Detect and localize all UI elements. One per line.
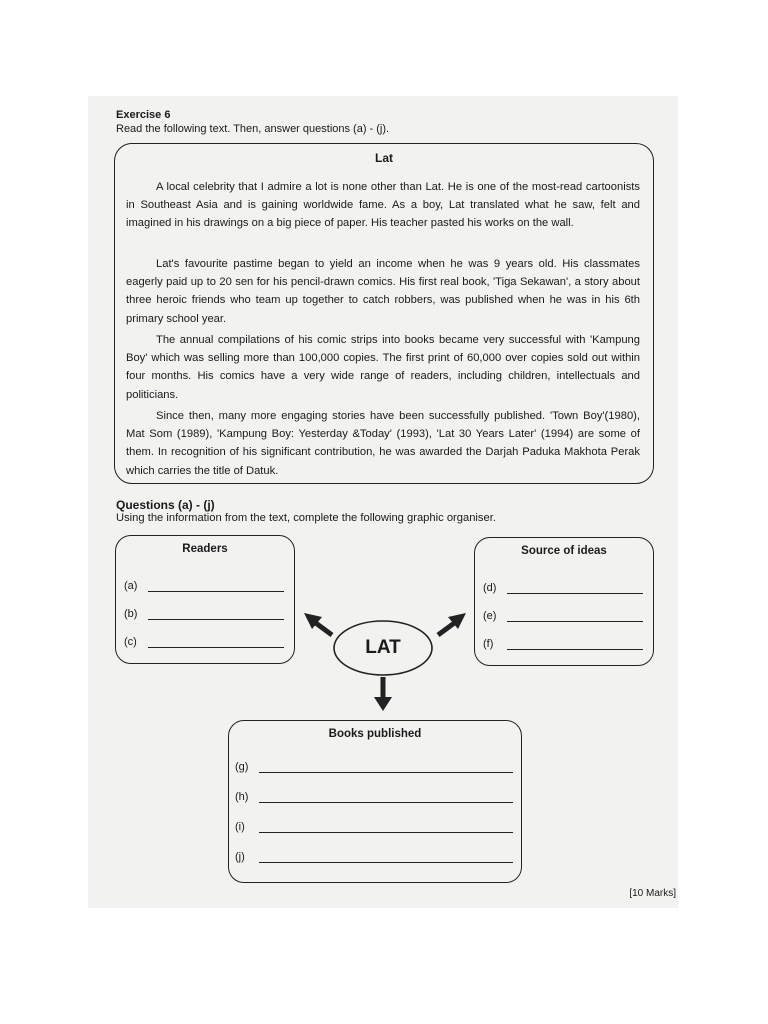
passage-paragraph-2: Lat's favourite pastime began to yield an income when he was 9 years old. His classmates eagerly paid up to 20 sen for his pencil-drawn comics. His first real book, 'Tiga Sekawan', a story about three heroic friends who team up together to catch robbers, was published when he was in his 6th primary school year.: [126, 258, 640, 325]
center-label: LAT: [365, 637, 401, 658]
answer-line-g[interactable]: (g): [235, 761, 513, 773]
readers-title: Readers: [182, 543, 228, 555]
readers-box: [115, 535, 295, 664]
answer-line-b[interactable]: (b): [124, 608, 284, 620]
answer-line-i[interactable]: (i): [235, 821, 513, 833]
questions-title: Questions (a) - (j): [116, 498, 215, 512]
questions-instruction: Using the information from the text, complete the following graphic organiser.: [116, 512, 496, 524]
passage-paragraph-4: Since then, many more engaging stories have been successfully published. 'Town Boy'(1980), Mat Som (1989), 'Kampung Boy: Yesterday &Today' (1993), 'Lat 30 Years Later' (1994) are some of them. In recognition of his significant contribution, he was awarded the Darjah Paduka Makhota Perak which carries the title of Datuk.: [126, 410, 640, 477]
answer-line-c[interactable]: (c): [124, 636, 284, 648]
passage-paragraph-3: The annual compilations of his comic strips into books became very successful with 'Kampung Boy' which was selling more than 100,000 copies. The first print of 60,000 over copies sold out within four months. His comics have a very wide range of readers, including children, intellectuals and politicians.: [126, 334, 640, 401]
answer-line-f[interactable]: (f): [483, 638, 643, 650]
answer-line-j[interactable]: (j): [235, 851, 513, 863]
books-published-title: Books published: [328, 728, 422, 740]
answer-line-d[interactable]: (d): [483, 582, 643, 594]
passage-paragraph-1: A local celebrity that I admire a lot is none other than Lat. He is one of the most-read cartoonists in Southeast Asia and is gaining worldwide fame. As a boy, Lat translated what he saw, felt and imagined in his drawings on a big piece of paper. His teacher pasted his works on the wall.: [126, 181, 640, 230]
exercise-instruction: Read the following text. Then, answer questions (a) - (j).: [116, 123, 390, 135]
source-of-ideas-title: Source of ideas: [521, 545, 607, 557]
answer-line-a[interactable]: (a): [124, 580, 284, 592]
answer-line-e[interactable]: (e): [483, 610, 643, 622]
total-marks: [10 Marks]: [629, 888, 676, 899]
answer-line-h[interactable]: (h): [235, 791, 513, 803]
source-of-ideas-box: [474, 537, 654, 666]
exercise-title: Exercise 6: [116, 109, 171, 121]
passage-title: Lat: [375, 151, 393, 165]
books-published-box: [228, 720, 522, 883]
organiser-arrows: [290, 595, 480, 725]
arrow-books-head: [374, 697, 392, 711]
